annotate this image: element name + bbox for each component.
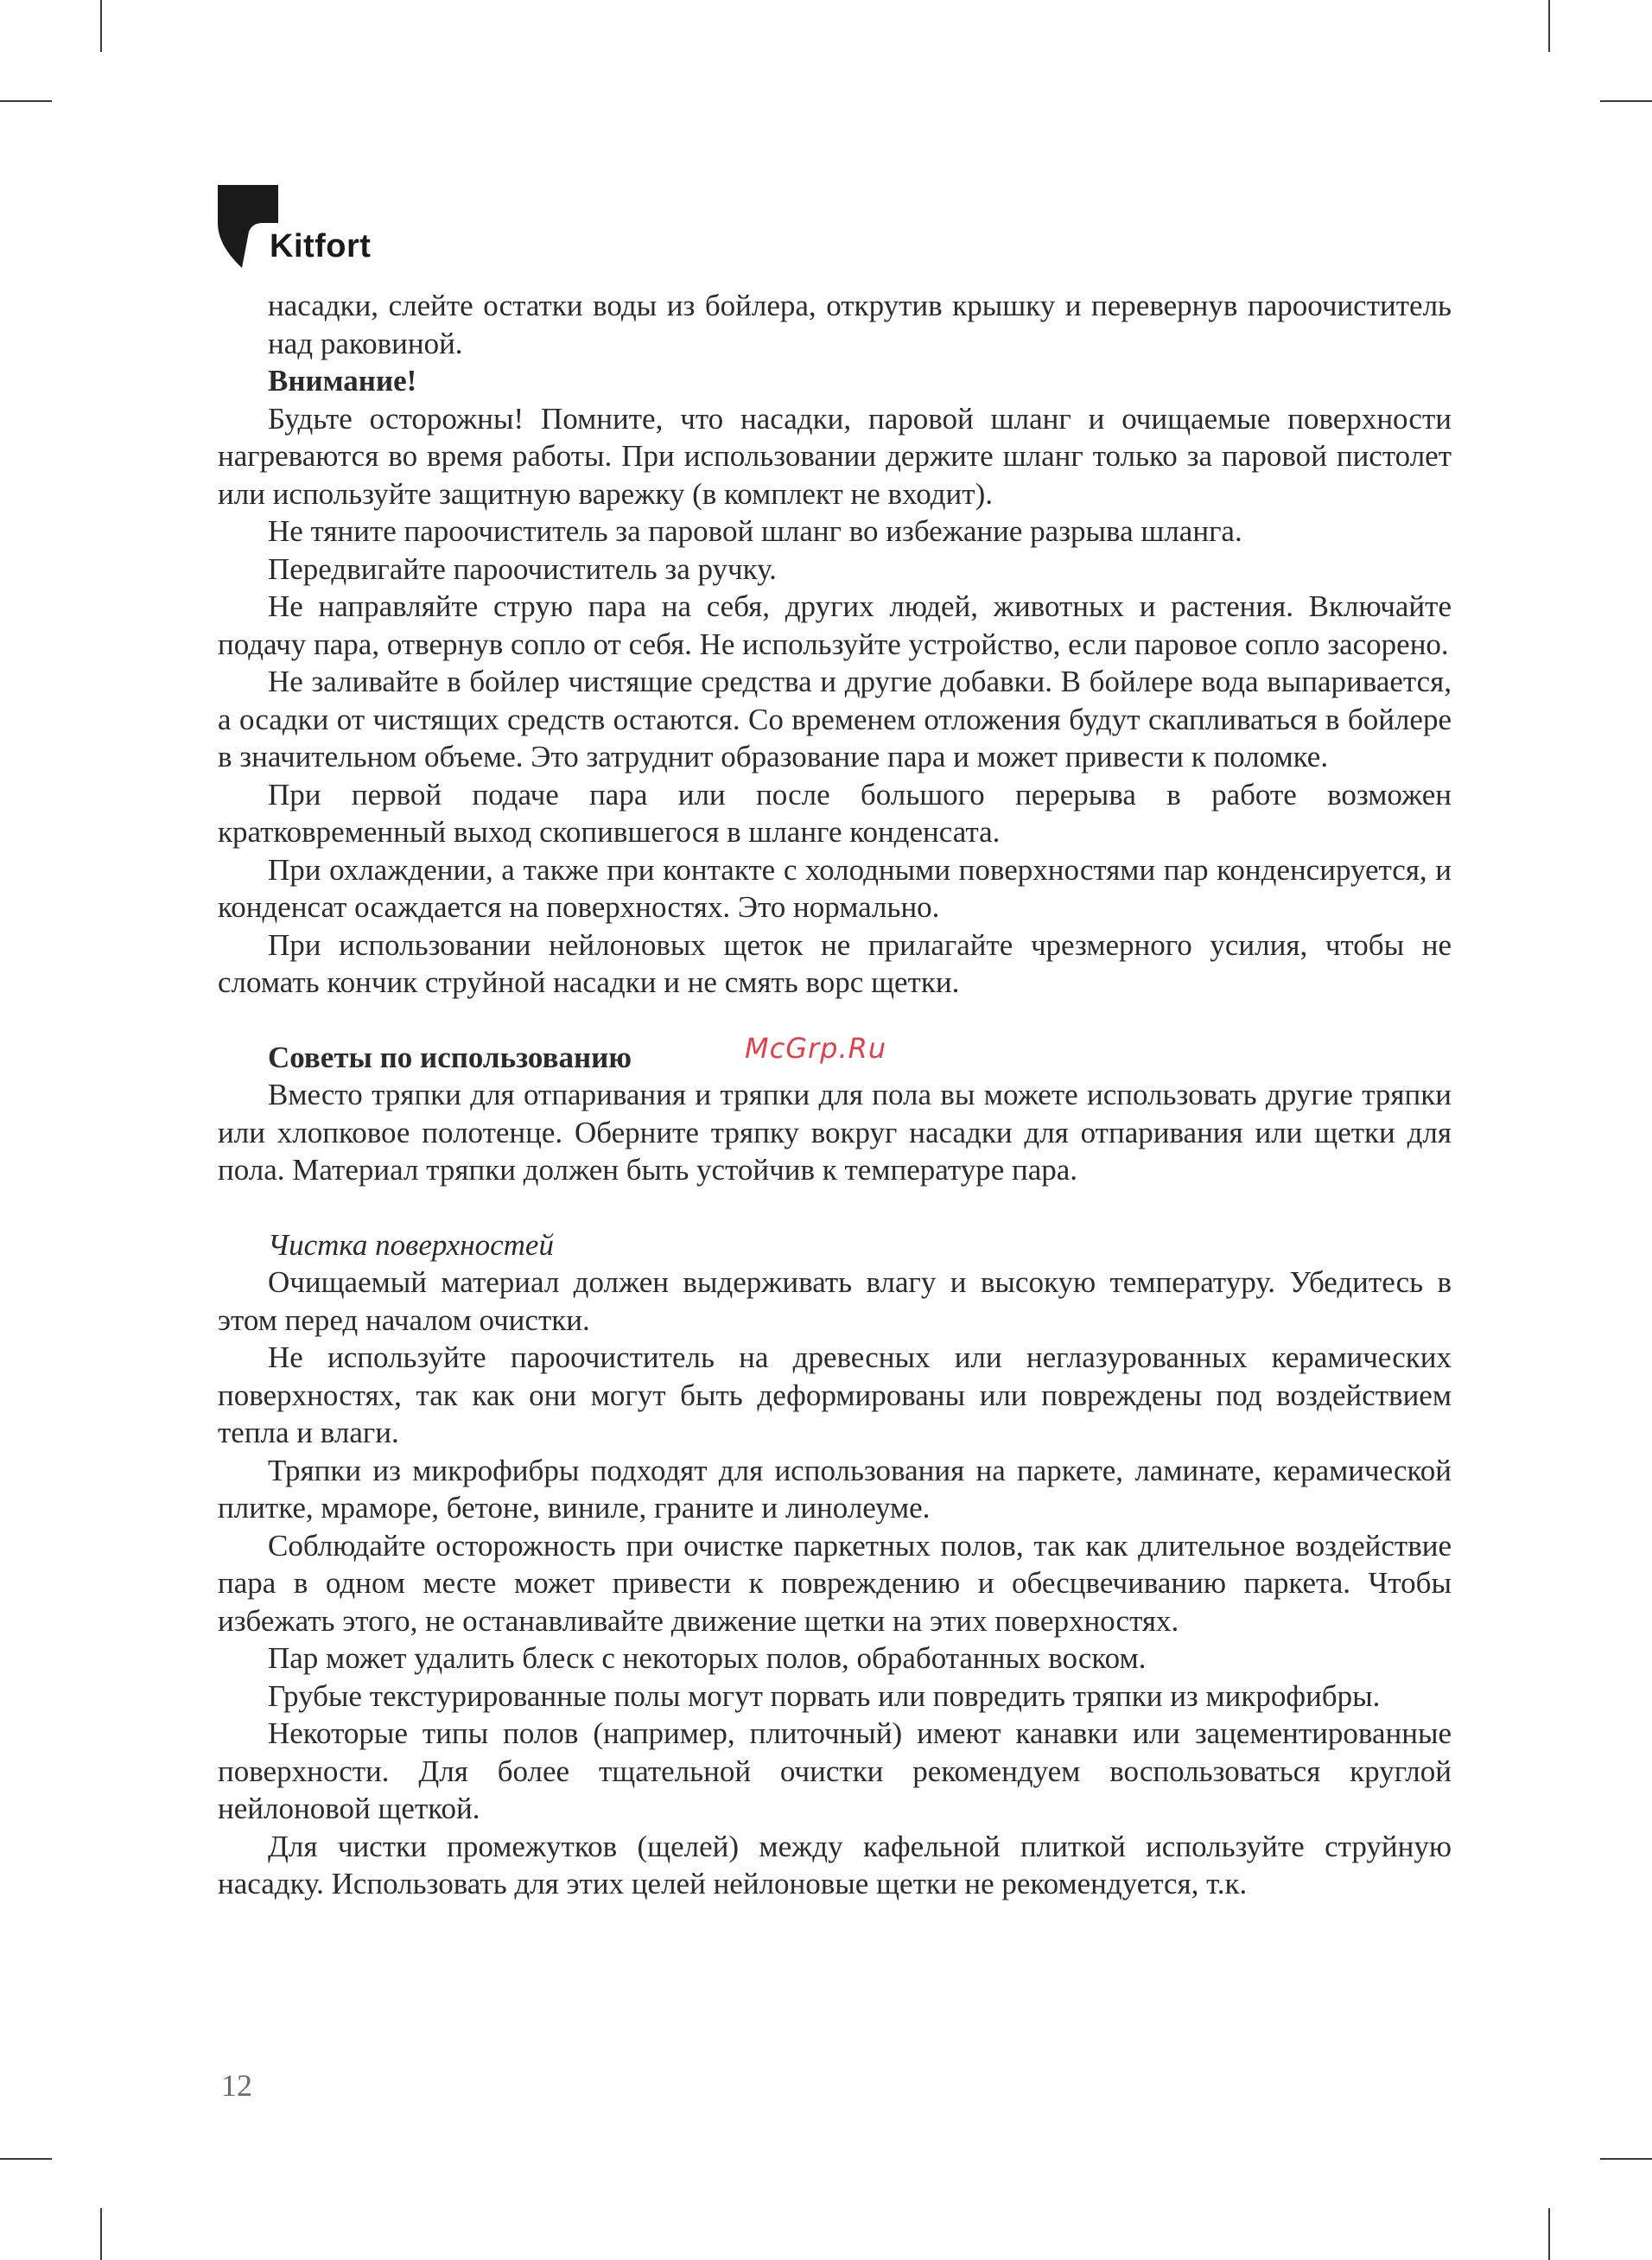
paragraph: Некоторые типы полов (например, плиточный) имеют канавки или зацементированные поверхности. Для более тщательной очистки рекомендуем воспользоваться круглой нейлоновой щеткой. (218, 1716, 1452, 1825)
brand-logo (218, 185, 391, 271)
crop-mark (1548, 0, 1550, 52)
page-content (218, 287, 1452, 1903)
crop-mark (0, 2158, 52, 2160)
tips-heading: Советы по использованию (268, 1040, 632, 1074)
crop-mark (1600, 2158, 1652, 2160)
crop-mark (1548, 2208, 1550, 2260)
crop-mark (100, 2208, 102, 2260)
paragraph: При охлаждении, а также при контакте с холодными поверхностями пар конденсируется, и конденсат осаждается на поверхностях. Это нормально. (218, 852, 1452, 924)
paragraph: Тряпки из микрофибры подходят для использования на паркете, ламинате, керамической плитке, мраморе, бетоне, виниле, граните и линолеуме. (218, 1453, 1452, 1525)
paragraph: Не направляйте струю пара на себя, других людей, животных и растения. Включайте подачу пара, отвернув сопло от себя. Не используйте устройство, если паровое сопло засорено. (218, 589, 1452, 661)
paragraph: Не используйте пароочиститель на древесных или неглазурованных керамических поверхностях, так как они могут быть деформированы или повреждены под воздействием тепла и влаги. (218, 1340, 1452, 1449)
crop-mark (1600, 100, 1652, 102)
paragraph: Очищаемый материал должен выдерживать влагу и высокую температуру. Убедитесь в этом перед началом очистки. (218, 1265, 1452, 1337)
paragraph: Не тяните пароочиститель за паровой шланг во избежание разрыва шланга. (268, 514, 1242, 548)
paragraph: Грубые текстурированные полы могут порвать или повредить тряпки из микрофибры. (268, 1678, 1381, 1713)
paragraph: насадки, слейте остатки воды из бойлера, открутив крышку и перевернув пароочиститель над раковиной. (268, 289, 1452, 360)
paragraph: Соблюдайте осторожность при очистке паркетных полов, так как длительное воздействие пара в одном месте может привести к повреждению и обесцвечиванию паркета. Чтобы избежать этого, не останавливайте движение щетки на этих поверхностях. (218, 1528, 1452, 1638)
paragraph: Будьте осторожны! Помните, что насадки, паровой шланг и очищаемые поверхности нагреваются во время работы. При использовании держите шланг только за паровой пистолет или используйте защитную варежку (в комплект не входит). (218, 401, 1452, 511)
paragraph: Вместо тряпки для отпаривания и тряпки для пола вы можете использовать другие тряпки или хлопковое полотенце. Оберните тряпку вокруг насадки для отпаривания или щетки для пола. Материал тряпки должен быть устойчив к температуре пара. (218, 1078, 1452, 1187)
paragraph: Пар может удалить блеск с некоторых полов, обработанных воском. (268, 1641, 1147, 1675)
crop-mark (0, 100, 52, 102)
paragraph: Не заливайте в бойлер чистящие средства и другие добавки. В бойлере вода выпаривается, а осадки от чистящих средств остаются. Со временем отложения будут скапливаться в бойлере в значительном объеме. Это затруднит образование пара и может привести к поломке. (218, 665, 1452, 773)
page-number: 12 (221, 2068, 252, 2103)
brand-name: Kitfort (270, 228, 372, 264)
warning-heading: Внимание! (268, 364, 417, 398)
watermark: McGrp.Ru (745, 1031, 887, 1065)
paragraph: Передвигайте пароочиститель за ручку. (268, 551, 777, 586)
paragraph: Для чистки промежутков (щелей) между кафельной плиткой используйте струйную насадку. Использовать для этих целей нейлоновые щетки не рекомендуется, т.к. (218, 1829, 1452, 1900)
paragraph: При первой подаче пара или после большого перерыва в работе возможен кратковременный выход скопившегося в шланге конденсата. (218, 777, 1452, 849)
surfaces-heading: Чистка поверхностей (268, 1227, 554, 1262)
crop-mark (100, 0, 102, 52)
paragraph: При использовании нейлоновых щеток не прилагайте чрезмерного усилия, чтобы не сломать кончик струйной насадки и не смять ворс щетки. (218, 927, 1452, 999)
